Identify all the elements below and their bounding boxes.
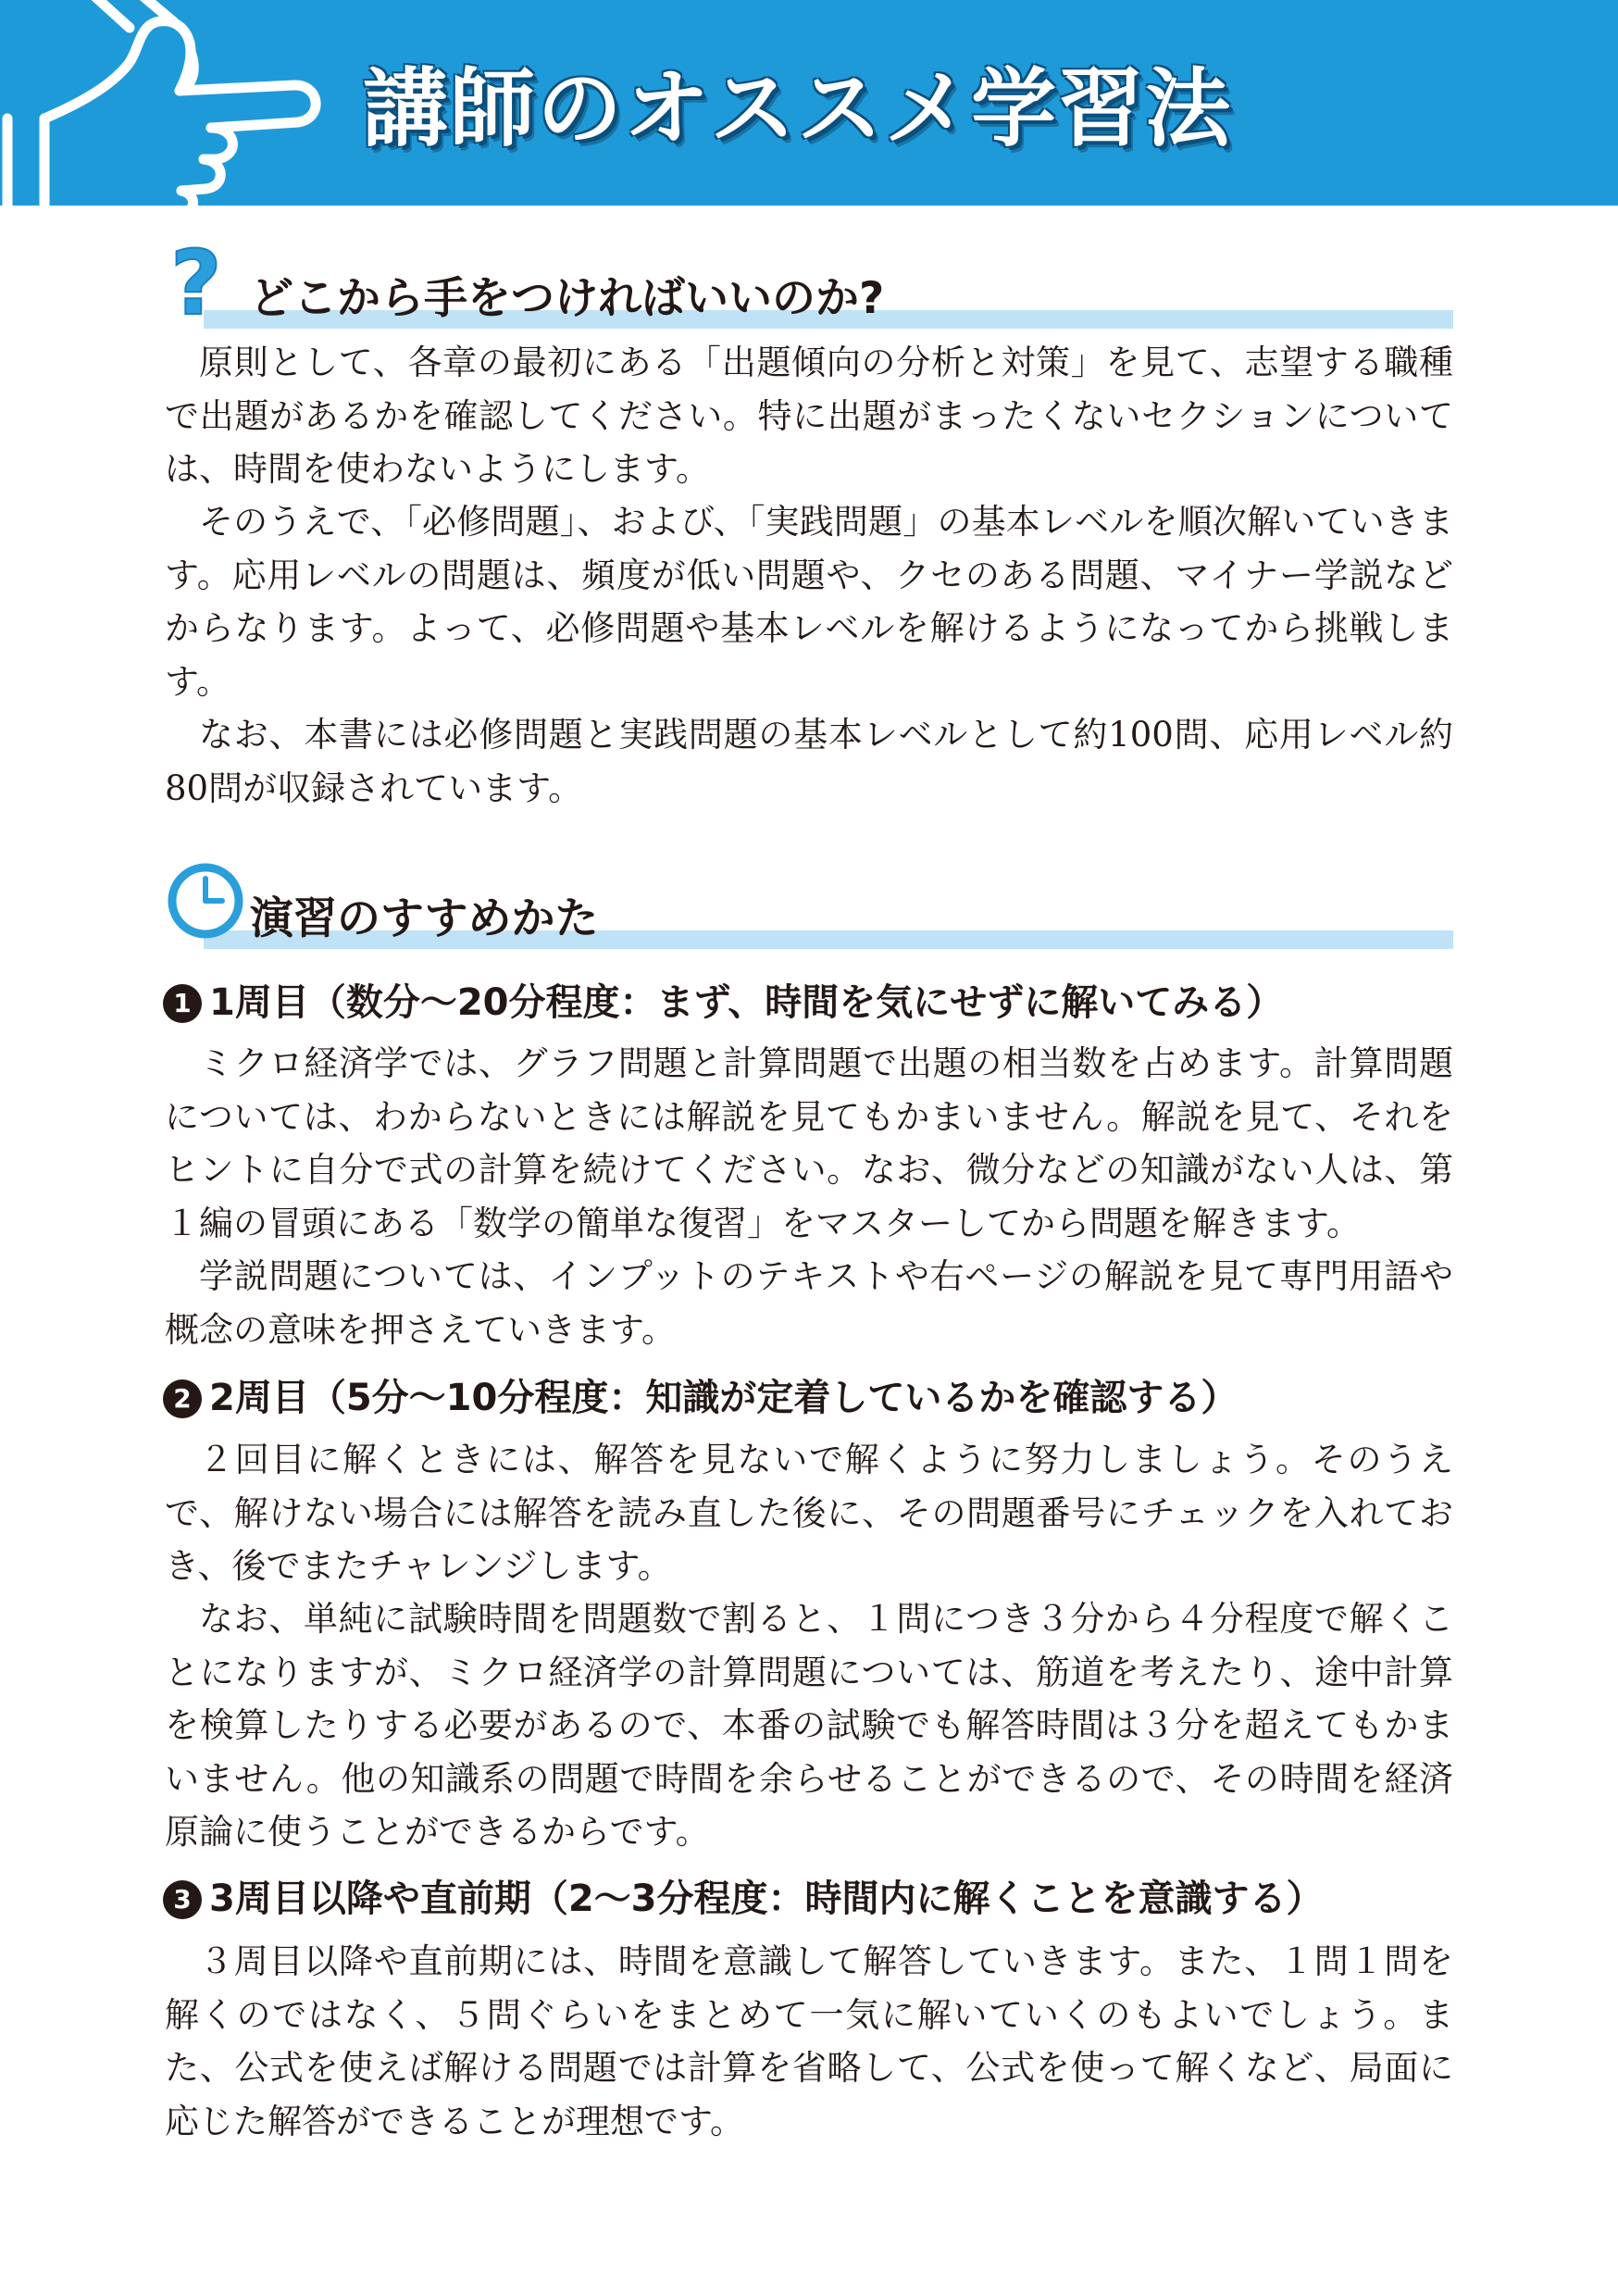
- paragraph: ３周目以降や直前期には、時間を意識して解答していきます。また、１問１問を解くのではなく、５問ぐらいをまとめて一気に解いていくのもよいでしょう。また、公式を使えば解ける問題では計算を省略して、公式を使って解くなど、局面に応じた解答ができることが理想です。: [165, 1941, 1453, 2141]
- step-1-title: [163, 977, 1459, 1029]
- paragraph: 学説問題については、インプットのテキストや右ページの解説を見て専門用語や概念の意味を押さえていきます。: [165, 1256, 1453, 1350]
- step-title-text: 2周目（5分～10分程度：知識が定着しているかを確認する）: [209, 1377, 1238, 1419]
- svg-text:?: ?: [170, 236, 222, 329]
- step-title-text: 3周目以降や直前期（2～3分程度：時間内に解くことを意識する）: [209, 1878, 1324, 1920]
- pointing-hand-icon: [0, 0, 333, 206]
- page-title: 講師のオススメ学習法: [363, 59, 1233, 158]
- step-title-text: 1周目（数分～20分程度：まず、時間を気にせずに解いてみる）: [209, 981, 1284, 1024]
- paragraph: そのうえで、「必修問題」、および、「実践問題」の基本レベルを順次解いていきます。応用レベルの問題は、頻度が低い問題や、クセのある問題、マイナー学説などからなります。よって、必修問題や基本レベルを解けるようになってから挑戦します。: [165, 502, 1453, 702]
- step-2-title: [163, 1372, 1459, 1424]
- paragraph: ミクロ経済学では、グラフ問題と計算問題で出題の相当数を占めます。計算問題については、わからないときには解説を見てもかまいません。解説を見て、それをヒントに自分で式の計算を続けてください。なお、微分などの知識がない人は、第１編の冒頭にある「数学の簡単な復習」をマスターしてから問題を解きます。: [165, 1043, 1453, 1243]
- step-number-badge: 1: [163, 984, 202, 1023]
- paragraph: ２回目に解くときには、解答を見ないで解くように努力しましょう。そのうえで、解けない場合には解答を読み直した後に、その問題番号にチェックを入れておき、後でまたチャレンジします。: [165, 1440, 1453, 1586]
- question-mark-icon: [165, 236, 246, 329]
- paragraph: なお、単純に試験時間を問題数で割ると、１問につき３分から４分程度で解くことになりますが、ミクロ経済学の計算問題については、筋道を考えたり、途中計算を検算したりする必要があるので、本番の試験でも解答時間は３分を超えてもかまいません。他の知識系の問題で時間を余らせることができるので、その時間を経済原論に使うことができるからです。: [165, 1599, 1453, 1852]
- section-heading-practice-method: [165, 856, 1453, 960]
- section-heading-where-to-start: [165, 236, 1453, 340]
- paragraph: なお、本書には必修問題と実践問題の基本レベルとして約100問、応用レベル約80問が収録されています。: [165, 715, 1453, 808]
- step-number-badge: 2: [163, 1379, 202, 1418]
- section-title: どこから手をつければいいのか?: [250, 273, 885, 324]
- header-banner: [0, 0, 1618, 206]
- clock-icon: [165, 856, 248, 940]
- section-title: 演習のすすめかた: [250, 893, 599, 944]
- step-number-badge: 3: [163, 1880, 202, 1919]
- paragraph: 原則として、各章の最初にある「出題傾向の分析と対策」を見て、志望する職種で出題があるかを確認してください。特に出題がまったくないセクションについては、時間を使わないようにします。: [165, 343, 1453, 489]
- step-3-title: [163, 1873, 1459, 1925]
